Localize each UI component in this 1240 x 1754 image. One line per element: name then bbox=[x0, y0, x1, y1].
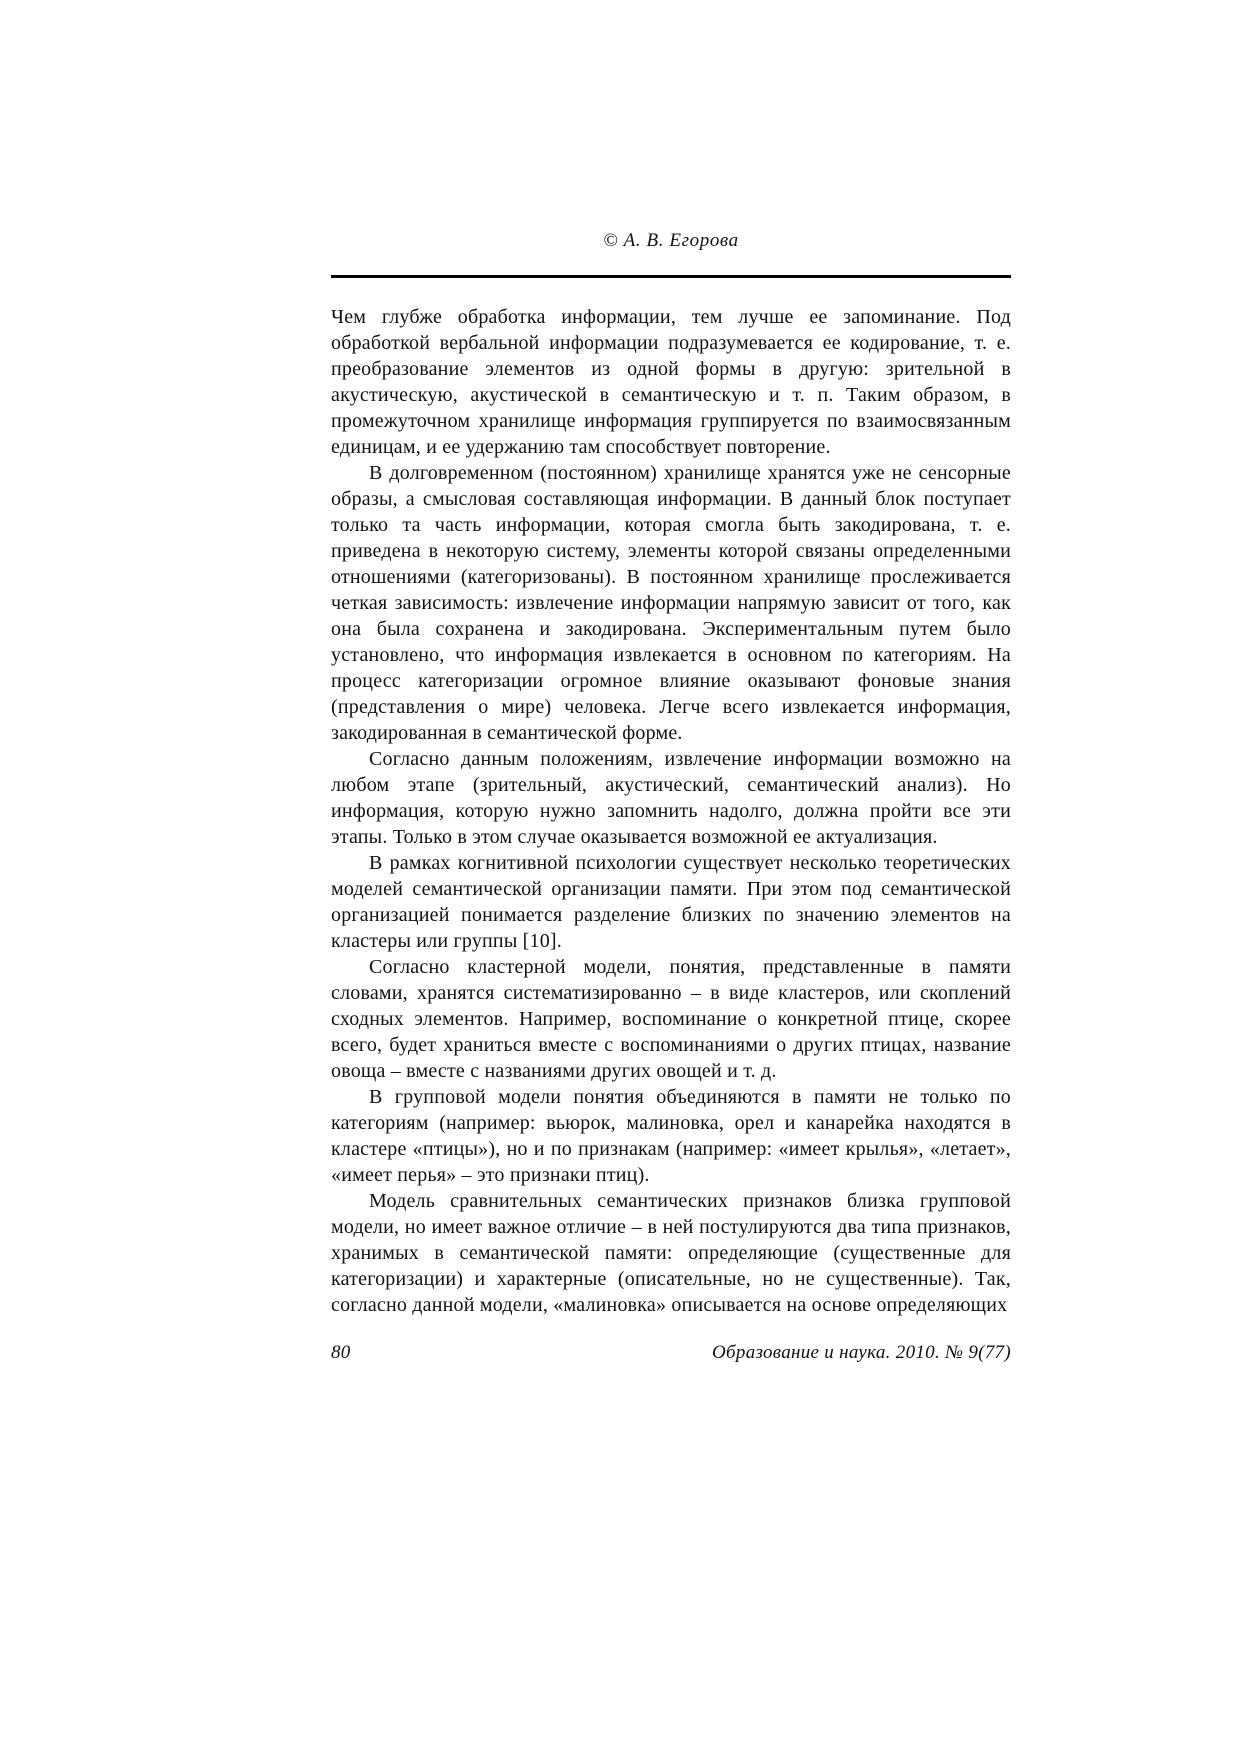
paragraph: Модель сравнительных семантических признаков близка групповой модели, но имеет важное отличие – в ней постулируются два типа признаков, хранимых в семантической памяти: определяющие (существенные для категоризации) и характерные (описательные, но не существенные). Так, согласно данной модели, «малиновка» описывается на основе определяющих bbox=[331, 1190, 1011, 1316]
article-body bbox=[331, 304, 1011, 1318]
paragraph: В рамках когнитивной психологии существует несколько теоретических моделей семантической организации памяти. При этом под семантической организацией понимается разделение близких по значению элементов на кластеры или группы [10]. bbox=[331, 852, 1011, 952]
journal-citation: Образование и наука. 2010. № 9(77) bbox=[712, 1342, 1011, 1363]
page-header bbox=[331, 230, 1011, 278]
paragraph: Согласно данным положениям, извлечение информации возможно на любом этапе (зрительный, акустический, семантический анализ). Но информация, которую нужно запомнить надолго, должна пройти все эти этапы. Только в этом случае оказывается возможной ее актуализация. bbox=[331, 748, 1011, 848]
paragraph: Чем глубже обработка информации, тем лучше ее запоминание. Под обработкой вербальной информации подразумевается ее кодирование, т. е. преобразование элементов из одной формы в другую: зрительной в акустическую, акустической в семантическую и т. п. Таким образом, в промежуточном хранилище информация группируется по взаимосвязанным единицам, и ее удержанию там способствует повторение. bbox=[331, 306, 1011, 458]
paragraph: В долговременном (постоянном) хранилище хранятся уже не сенсорные образы, а смысловая составляющая информации. В данный блок поступает только та часть информации, которая смогла быть закодирована, т. е. приведена в некоторую систему, элементы которой связаны определенными отношениями (категоризованы). В постоянном хранилище прослеживается четкая зависимость: извлечение информации напрямую зависит от того, как она была сохранена и закодирована. Экспериментальным путем было установлено, что информация извлекается в основном по категориям. На процесс категоризации огромное влияние оказывают фоновые знания (представления о мире) человека. Легче всего извлекается информация, закодированная в семантической форме. bbox=[331, 462, 1011, 744]
header-rule bbox=[331, 275, 1011, 278]
page-footer bbox=[331, 1342, 1011, 1364]
author-credit: © А. В. Егорова bbox=[603, 230, 739, 251]
paragraph: В групповой модели понятия объединяются в памяти не только по категориям (например: вьюрок, малиновка, орел и канарейка находятся в кластере «птицы»), но и по признакам (например: «имеет крылья», «летает», «имеет перья» – это признаки птиц). bbox=[331, 1086, 1011, 1186]
text-block bbox=[331, 230, 1011, 1318]
paragraph: Согласно кластерной модели, понятия, представленные в памяти словами, хранятся систематизированно – в виде кластеров, или скоплений сходных элементов. Например, воспоминание о конкретной птице, скорее всего, будет храниться вместе с воспоминаниями о других птицах, название овоща – вместе с названиями других овощей и т. д. bbox=[331, 956, 1011, 1082]
page-number: 80 bbox=[331, 1342, 351, 1363]
